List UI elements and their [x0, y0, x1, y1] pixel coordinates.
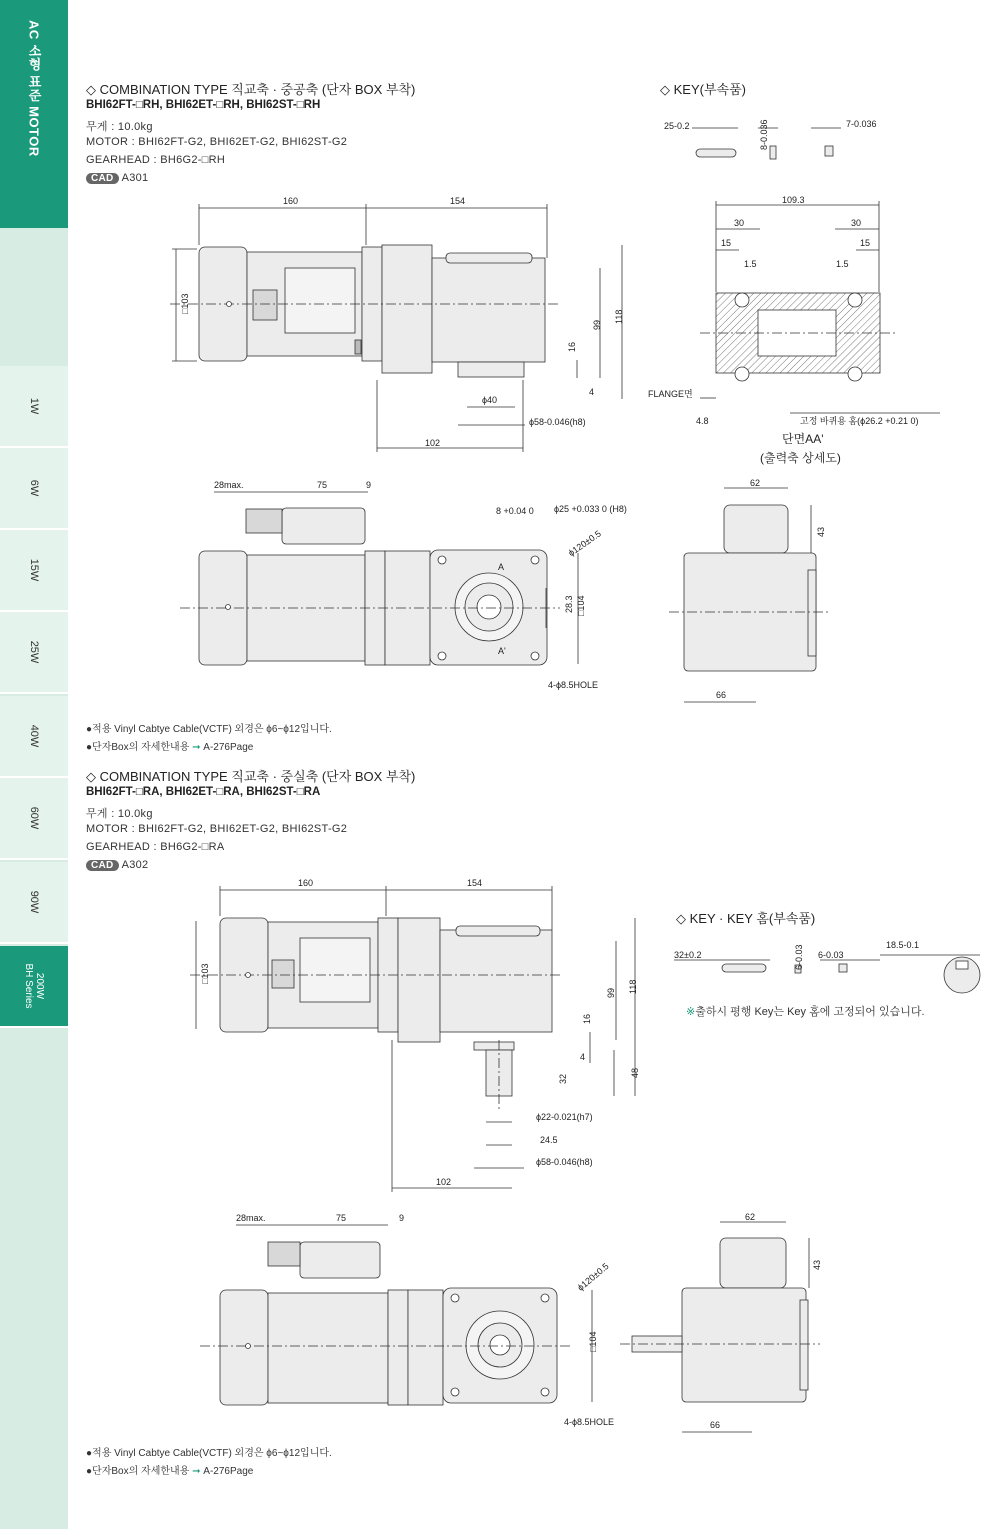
dim-43: 43	[812, 1259, 822, 1270]
section1-gearhead: GEARHEAD : BH6G2-□RH	[86, 154, 226, 166]
dim-62: 62	[745, 1212, 756, 1222]
arrow-icon: ➞	[192, 1466, 201, 1477]
motor-front-view-1	[170, 245, 560, 377]
cad-code: A301	[121, 172, 149, 184]
dim-102: 102	[425, 438, 441, 448]
dim-43: 43	[816, 526, 826, 537]
motor-end-view-2	[620, 1222, 820, 1432]
dim-4: 4	[580, 1052, 586, 1062]
dim-phi58: ϕ58-0.046(h8)	[536, 1157, 593, 1167]
section1-note-cable: ●적용 Vinyl Cabtye Cable(VCTF) 외경은 ϕ6~ϕ12입니다.	[86, 724, 332, 735]
section-aa-subtitle: (출력축 상세도)	[760, 451, 841, 465]
dim-66: 66	[710, 1420, 721, 1430]
dim-160: 160	[298, 878, 314, 888]
arrow-icon: ➞	[192, 742, 201, 753]
dim-15-left: 15	[721, 238, 732, 248]
section1-title: ◇ COMBINATION TYPE 직교축 · 중공축 (단자 BOX 부착)	[86, 82, 416, 97]
dim-4-8: 4.8	[696, 416, 709, 426]
tab-60w[interactable]: 60W	[0, 778, 68, 860]
dim-phi120: ϕ120±0.5	[575, 1260, 611, 1293]
shaft-section-view-1	[700, 201, 940, 413]
dim-16: 16	[567, 341, 577, 352]
tab-25w[interactable]: 25W	[0, 612, 68, 694]
section2-key-note: ※출하시 평행 Key는 Key 홈에 고정되어 있습니다.	[686, 1006, 925, 1018]
section2-note-cable: ●적용 Vinyl Cabtye Cable(VCTF) 외경은 ϕ6~ϕ12입니다.	[86, 1448, 332, 1459]
dim-phi25: ϕ25 +0.033 0 (H8)	[554, 504, 627, 514]
dim-key32: 32±0.2	[674, 950, 702, 960]
motor-side-view-1	[180, 492, 578, 665]
tab-90w[interactable]: 90W	[0, 862, 68, 944]
page-ref-link[interactable]: A-276Page	[203, 1466, 254, 1477]
dim-30-left: 30	[734, 218, 745, 228]
dim-75: 75	[336, 1213, 347, 1223]
dim-9: 9	[366, 480, 372, 490]
dim-104: □104	[588, 1331, 598, 1352]
section1-motor: MOTOR : BHI62FT-G2, BHI62ET-G2, BHI62ST-G2	[86, 136, 348, 148]
cad-badge: CAD	[86, 860, 119, 871]
key-parts-2	[674, 955, 980, 993]
tab-200w-label: 200W	[34, 972, 45, 1000]
dim-phi22: ϕ22-0.021(h7)	[536, 1112, 593, 1122]
dim-key-8: 8 +0.04 0	[496, 506, 534, 516]
dim-118: 118	[628, 979, 638, 994]
label-hole: 4-ϕ8.5HOLE	[564, 1417, 615, 1427]
tab-1w[interactable]: 1W	[0, 366, 68, 448]
motor-front-view-2	[190, 918, 560, 1110]
sidebar-heading: AC 소형 표준 MOTOR	[26, 20, 42, 157]
dim-104: □104	[576, 595, 586, 616]
dim-103: □103	[180, 293, 190, 314]
section-aa-title: 단면AA'	[782, 432, 824, 446]
dim-99: 99	[606, 987, 616, 998]
section2-title: ◇ COMBINATION TYPE 직교축 · 중실축 (단자 BOX 부착)	[86, 769, 416, 784]
dim-9: 9	[399, 1213, 405, 1223]
dim-24-5: 24.5	[540, 1135, 558, 1145]
label-hole: 4-ϕ8.5HOLE	[548, 680, 599, 690]
section2-models: BHI62FT-□RA, BHI62ET-□RA, BHI62ST-□RA	[86, 786, 321, 798]
section1-weight: 무게 : 10.0kg	[86, 121, 153, 133]
dim-28max: 28max.	[214, 480, 244, 490]
motor-side-view-2	[200, 1225, 592, 1405]
dim-160: 160	[283, 196, 299, 206]
label-groove: 고정 바퀴용 홈(ϕ26.2 +0.21 0)	[800, 416, 919, 426]
section1-key-title: ◇ KEY(부속품)	[660, 82, 746, 97]
section2-weight: 무게 : 10.0kg	[86, 808, 153, 820]
section1-models: BHI62FT-□RH, BHI62ET-□RH, BHI62ST-□RH	[86, 99, 321, 111]
dim-1-5-left: 1.5	[744, 259, 757, 269]
dim-28-3: 28.3	[564, 595, 574, 613]
label-flange: FLANGE면	[648, 389, 693, 399]
section2-gearhead: GEARHEAD : BH6G2-□RA	[86, 841, 225, 853]
dim-62: 62	[750, 478, 761, 488]
dim-key8: 8-0.036	[759, 119, 769, 150]
dim-103: □103	[200, 963, 210, 984]
dim-phi40: ϕ40	[482, 395, 498, 405]
dim-key18-5: 18.5-0.1	[886, 940, 920, 950]
mark-a: A	[498, 562, 505, 572]
dim-15-right: 15	[860, 238, 871, 248]
dim-key7: 7-0.036	[846, 119, 877, 129]
dim-118: 118	[614, 309, 624, 324]
dim-30-right: 30	[851, 218, 862, 228]
cad-code: A302	[121, 859, 149, 871]
dim-154: 154	[467, 878, 483, 888]
page-ref-link[interactable]: A-276Page	[203, 742, 254, 753]
dim-16: 16	[582, 1013, 592, 1024]
cad-badge: CAD	[86, 173, 119, 184]
section2-note-terminal: ●단자Box의 자세한내용 ➞ A-276Page	[86, 1466, 254, 1477]
dim-154: 154	[450, 196, 466, 206]
dim-75: 75	[317, 480, 328, 490]
mark-a-prime: A'	[498, 646, 506, 656]
motor-end-view-1	[669, 488, 830, 702]
section2-key-title: ◇ KEY · KEY 홈(부속품)	[676, 911, 816, 926]
dim-28max: 28max.	[236, 1213, 266, 1223]
tab-15w[interactable]: 15W	[0, 530, 68, 612]
dim-phi58: ϕ58-0.046(h8)	[529, 417, 586, 427]
dim-key6-b: 6-0.03	[818, 950, 844, 960]
tab-bh-series-label: BH Series	[23, 963, 34, 1009]
dim-66: 66	[716, 690, 727, 700]
dim-1-5-right: 1.5	[836, 259, 849, 269]
dim-102: 102	[436, 1177, 452, 1187]
dim-key6-a: 6-0.03	[794, 944, 804, 970]
dim-109: 109.3	[782, 195, 805, 205]
dim-99: 99	[592, 319, 602, 330]
dim-48: 48	[630, 1067, 640, 1078]
dim-4: 4	[589, 387, 595, 397]
section1-note-terminal: ●단자Box의 자세한내용 ➞ A-276Page	[86, 742, 254, 753]
dim-key25: 25-0.2	[664, 121, 690, 131]
section2-motor: MOTOR : BHI62FT-G2, BHI62ET-G2, BHI62ST-G2	[86, 823, 348, 835]
dim-32: 32	[558, 1073, 568, 1084]
tab-6w[interactable]: 6W	[0, 448, 68, 530]
tab-40w[interactable]: 40W	[0, 696, 68, 778]
dim-phi120: ϕ120±0.5	[566, 528, 603, 559]
